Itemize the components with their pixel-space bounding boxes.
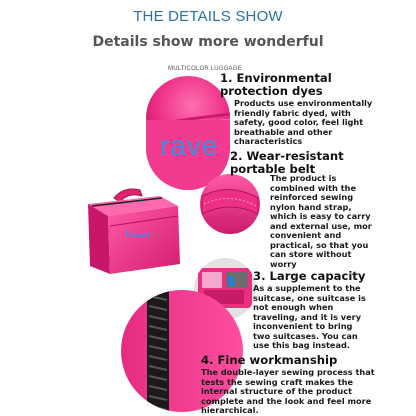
bag-brand-label: Travel [124,230,151,240]
feature-1-line: breathable and other [234,126,333,137]
feature-1-heading-line1: 1. Environmental [220,71,332,85]
feature-2-line: combined with the [270,182,357,193]
strap-detail-image [200,174,260,234]
feature-3-line: two suitcases. You can [253,330,358,341]
feature-1-line: safety, good color, feel light [234,117,364,128]
feature-4-line: complete and the look and feel more [201,395,372,406]
feature-4-line: tests the sewing craft makes the [201,376,354,387]
product-bag [78,186,184,278]
feature-2-line: convenient and [270,230,342,241]
feature-3-line: traveling, and it is very [253,311,362,322]
feature-2-line: worry [270,258,297,269]
feature-3-line: suitcase, one suitcase is [253,292,366,303]
feature-3-heading [253,270,413,283]
feature-4-line: internal structure of the product [201,386,353,397]
feature-1-line: friendly fabric dyed, with [234,107,351,118]
feature-3-line: not enough when [253,302,334,313]
feature-2-heading-line2: portable belt [230,161,316,176]
product-caption: MULTICOLOR LUGGAGE [168,66,242,72]
feature-2-line: nylon hand strap, [270,201,352,212]
feature-1-heading-line2: protection dyes [220,83,323,98]
feature-1-heading [220,72,410,97]
feature-2-heading-line1: 2. Wear-resistant [230,149,344,163]
page-subtitle: Details show more wonderful [92,34,324,50]
feature-2-line: reinforced sewing [270,192,354,203]
feature-2-body [270,174,412,269]
feature-3-body [253,284,413,351]
feature-4-line: The double-layer sewing process that [201,367,375,377]
feature-2-line: practical, so that you [270,239,369,250]
feature-4-body [201,368,415,416]
feature-3-line: As a supplement to the [253,283,361,293]
feature-1-body [234,99,414,147]
feature-2-line: The product is [270,173,337,183]
strap-detail-circle [200,174,260,234]
feature-4-heading-line1: 4. Fine workmanship [201,353,338,367]
feature-4-heading [201,354,413,367]
feature-3-line: inconvenient to bring [253,321,353,332]
page-title: THE DETAILS SHOW [133,8,283,25]
feature-1-line: characteristics [234,136,303,147]
feature-2-heading [230,150,410,175]
brand-print-text: rave [160,130,219,161]
feature-2-line: can store without [270,249,352,260]
feature-2-line: and external use, mor [270,220,372,231]
feature-3-line: use this bag instead. [253,340,350,351]
feature-1-line: Products use environmentally [234,98,373,108]
feature-4-line: hierarchical. [201,405,259,416]
feature-3-heading-line1: 3. Large capacity [253,269,366,283]
feature-2-line: which is easy to carry [270,211,371,222]
